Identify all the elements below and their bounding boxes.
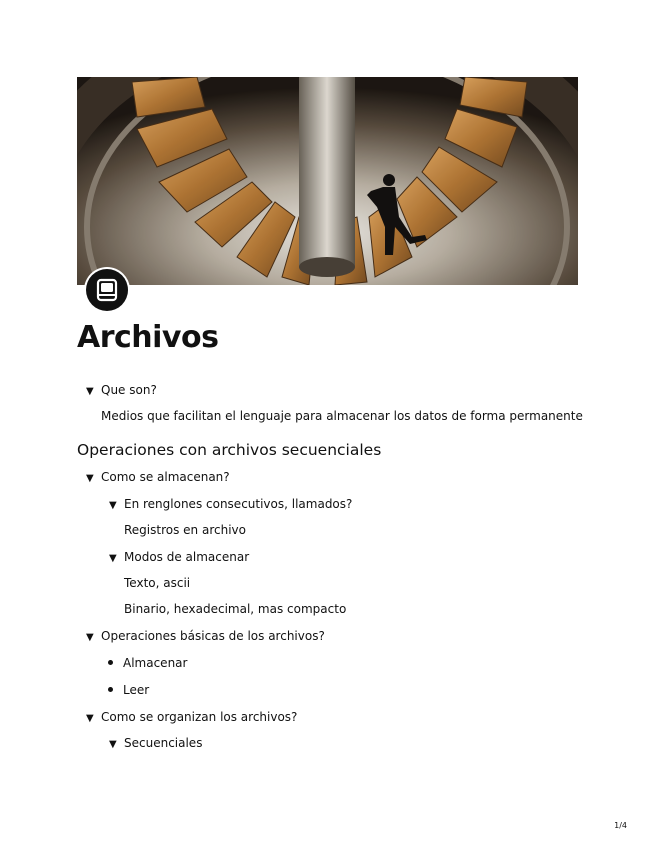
section-heading: Operaciones con archivos secuenciales: [77, 441, 382, 459]
toggle-arrow-icon: ▼: [86, 473, 94, 484]
toggle-arrow-icon: ▼: [109, 500, 117, 511]
toggle-label: Secuenciales: [124, 736, 203, 750]
toggle-arrow-icon: ▼: [109, 739, 117, 750]
bullet-text: Leer: [123, 683, 150, 697]
bullet-icon: [108, 687, 113, 692]
cover-image: [77, 77, 578, 285]
toggle-operaciones[interactable]: [86, 628, 325, 646]
toggle-secuenciales[interactable]: [109, 735, 202, 753]
bullet-text: Almacenar: [123, 656, 188, 670]
notebook-icon: [86, 269, 128, 311]
toggle-label: Que son?: [101, 383, 157, 397]
toggle-arrow-icon: ▼: [86, 386, 94, 397]
toggle-text: Registros en archivo: [124, 523, 246, 537]
page-icon[interactable]: [84, 267, 130, 313]
toggle-como-se-almacenan[interactable]: [86, 469, 230, 487]
wind-tunnel-illustration: [77, 77, 578, 285]
toggle-label: Modos de almacenar: [124, 550, 250, 564]
bullet-item: [108, 655, 187, 671]
toggle-arrow-icon: ▼: [86, 632, 94, 643]
toggle-arrow-icon: ▼: [86, 713, 94, 724]
toggle-modos[interactable]: [109, 549, 249, 567]
toggle-organizan[interactable]: [86, 709, 297, 727]
toggle-text: Texto, ascii: [124, 576, 191, 590]
toggle-text: Binario, hexadecimal, mas compacto: [124, 602, 347, 616]
page-number: 1/4: [614, 821, 627, 830]
toggle-label: Operaciones básicas de los archivos?: [101, 629, 325, 643]
toggle-que-son[interactable]: [86, 382, 157, 400]
toggle-text: Medios que facilitan el lenguaje para almacenar los datos de forma permanente: [101, 409, 583, 423]
toggle-renglones[interactable]: [109, 496, 352, 514]
page-title: Archivos: [77, 320, 219, 355]
toggle-label: En renglones consecutivos, llamados?: [124, 497, 353, 511]
bullet-icon: [108, 660, 113, 665]
toggle-label: Como se almacenan?: [101, 470, 230, 484]
bullet-item: [108, 682, 149, 698]
toggle-label: Como se organizan los archivos?: [101, 710, 298, 724]
toggle-arrow-icon: ▼: [109, 553, 117, 564]
